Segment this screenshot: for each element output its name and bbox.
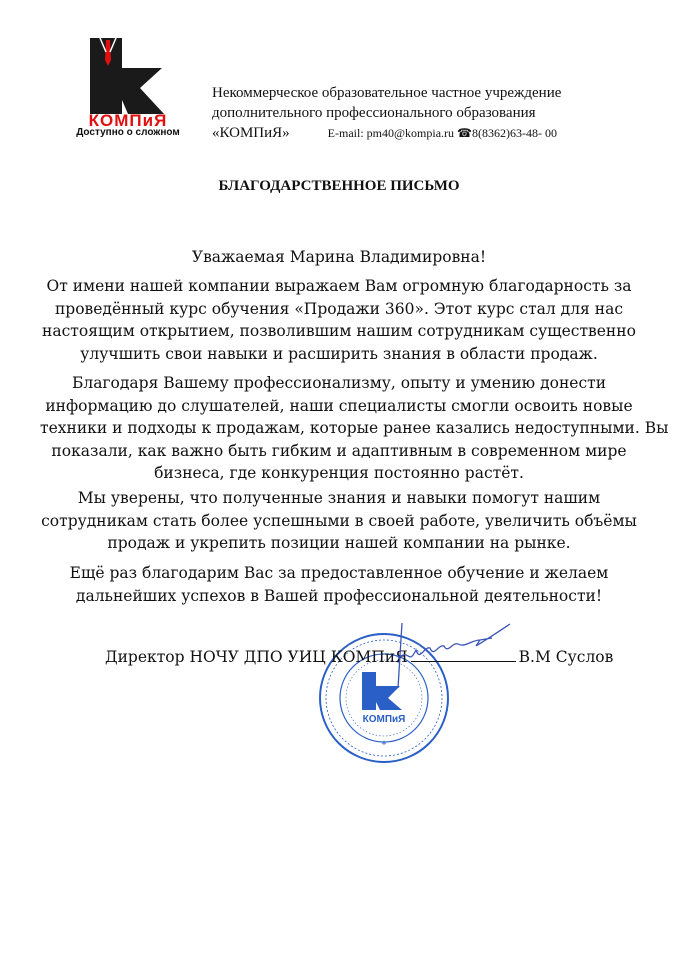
company-logo xyxy=(66,38,190,138)
logo-wordmark: КОМПиЯ xyxy=(88,111,168,130)
text-line: Мы уверены, что полученные знания и навыки помогут нашим xyxy=(77,489,601,507)
text-line: проведённый курс обучения «Продажи 360». Этот курс стал для нас xyxy=(54,299,624,318)
text-line: настоящим открытием, позволившим нашим сотрудникам существенно xyxy=(42,322,636,340)
paragraph xyxy=(40,372,669,485)
text-line: техники и подходы к продажам, которые ранее казались недоступными. Вы xyxy=(40,419,669,437)
logo-k-icon xyxy=(66,38,190,118)
text-line: информацию до слушателей, наши специалисты смогли освоить новые xyxy=(45,396,633,415)
handwritten-signature xyxy=(380,618,515,693)
text-line: Ещё раз благодарим Вас за предоставленное обучение и желаем xyxy=(69,564,609,582)
paragraph xyxy=(40,562,638,607)
org-line: Некоммерческое образовательное частное учреждение xyxy=(212,85,562,101)
phone: 8(8362)63-48- 00 xyxy=(472,126,557,140)
signer-position: Директор НОЧУ ДПО УИЦ КОМПиЯ xyxy=(105,648,408,666)
org-line: дополнительного профессионального образования xyxy=(212,105,536,121)
text-line: улучшить свои навыки и расширить знания в области продаж. xyxy=(80,344,598,363)
organization-header xyxy=(212,83,561,143)
text-line: От имени нашей компании выражаем Вам огромную благодарность за xyxy=(46,277,632,295)
email: E-mail: pm40@kompia.ru xyxy=(327,126,455,140)
signature-line xyxy=(105,648,613,666)
text-line: Благодаря Вашему профессионализму, опыту и умению донести xyxy=(71,374,607,392)
paragraph xyxy=(40,487,638,555)
signer-name: В.М Суслов xyxy=(518,648,614,666)
greeting: Уважаемая Марина Владимировна! xyxy=(191,248,487,266)
svg-text:*: * xyxy=(381,740,387,751)
svg-text:КОМПиЯ: КОМПиЯ xyxy=(362,714,406,725)
org-name: «КОМПиЯ» xyxy=(212,125,290,141)
letter-title: БЛАГОДАРСТВЕННОЕ ПИСЬМО xyxy=(218,178,460,194)
text-line: сотрудникам стать более успешными в своей работе, увеличить объёмы xyxy=(41,511,637,530)
text-line: показали, как важно быть гибким и адаптивным в современном мире xyxy=(51,441,627,460)
logo-tagline: Доступно о сложном xyxy=(76,127,180,138)
phone-icon: ☎ xyxy=(457,126,472,140)
text-line: дальнейших успехов в Вашей профессиональной деятельности! xyxy=(75,586,603,605)
text-line: бизнеса, где конкуренция постоянно растёт. xyxy=(154,464,524,482)
paragraph xyxy=(40,275,638,365)
text-line: продаж и укрепить позиции нашей компании на рынке. xyxy=(107,534,571,552)
